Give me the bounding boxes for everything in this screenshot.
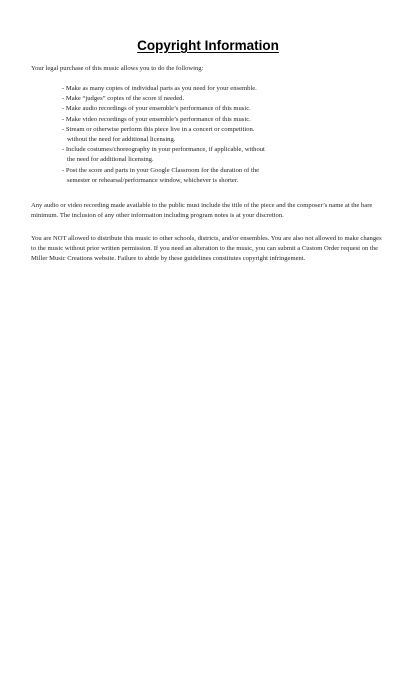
permission-item-text: - Post the score and parts in your Google Classroom for the duration of the bbox=[62, 166, 260, 174]
permission-item-continuation: semester or rehearsal/performance window, whichever is shorter. bbox=[67, 176, 239, 184]
permission-item bbox=[62, 84, 362, 94]
permissions-list bbox=[62, 84, 362, 186]
permission-item bbox=[62, 104, 362, 114]
permission-item-continuation: the need for additional licensing. bbox=[67, 156, 154, 164]
intro-text: Your legal purchase of this music allows you to do the following: bbox=[31, 65, 204, 72]
permission-item-continuation: without the need for additional licensing. bbox=[67, 136, 176, 144]
permission-item bbox=[62, 94, 362, 104]
permission-item-text: - Make “judges” copies of the score if needed. bbox=[62, 95, 185, 103]
permission-item-text: - Make audio recordings of your ensemble’s performance of this music. bbox=[62, 105, 251, 113]
page-title: Copyright Information bbox=[137, 38, 279, 53]
permission-item-text: - Make as many copies of individual parts as you need for your ensemble. bbox=[62, 85, 257, 92]
restrictions-paragraph: You are NOT allowed to distribute this music to other schools, districts, and/or ensembles. You are also not allowed to make changes to the music without prior written permission. If you need an alteration to the music, you can submit a Custom Order request on the Miller Music Creations website. Failure to abide by these guidelines constitutes copyright infringement. bbox=[31, 235, 382, 263]
permission-item-text: - Stream or otherwise perform this piece live in a concert or competition. bbox=[62, 125, 255, 133]
permission-item bbox=[62, 145, 362, 165]
permission-item bbox=[62, 166, 362, 186]
permission-item-text: - Include costumes/choreography in your performance, if applicable, without bbox=[62, 146, 265, 154]
permission-item bbox=[62, 125, 362, 145]
recording-paragraph: Any audio or video recording made available to the public must include the title of the piece and the composer’s name at the bare minimum. The inclusion of any other information including program notes is at your discretion. bbox=[31, 202, 373, 220]
permission-item bbox=[62, 115, 362, 125]
permission-item-text: - Make video recordings of your ensemble’s performance of this music. bbox=[62, 115, 251, 123]
